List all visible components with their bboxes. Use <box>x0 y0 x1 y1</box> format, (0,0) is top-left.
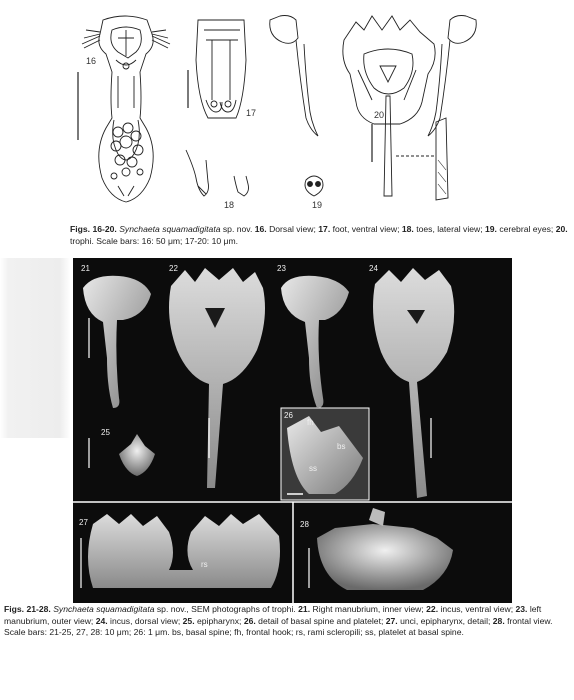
caption-item-num: 28. <box>492 615 505 626</box>
caption-item-num: 16. <box>254 224 267 234</box>
fig24-photo <box>373 268 454 498</box>
fig16-label: 16 <box>86 56 97 66</box>
caption-intro: sp. nov., SEM photographs of trophi. <box>154 604 299 614</box>
caption-item-num: 17. <box>318 224 331 234</box>
caption-item-num: 19. <box>485 224 497 234</box>
caption-scale: Scale bars: 21-25, 27, 28: 10 μm; 26: 1 μm. bs, basal spine; fh, frontal hook; rs, rami scleropili; ss, platelet at basal spine. <box>4 627 464 637</box>
fig20-label: 20 <box>374 110 385 120</box>
caption-item-num: 27. <box>385 615 398 626</box>
fig18-drawing <box>186 150 249 196</box>
fig26-label: 26 <box>284 411 293 420</box>
caption-item-text: foot, ventral view; <box>330 224 402 234</box>
caption-item-text: trophi. <box>70 235 97 246</box>
caption-item-text: Right manubrium, inner view; <box>310 604 427 614</box>
sem-photo-plate <box>73 258 512 603</box>
fig23-photo <box>281 276 349 408</box>
annotation-rs: rs <box>201 560 208 569</box>
annotation-fh: fh <box>307 418 314 427</box>
fig19-drawing <box>305 176 323 196</box>
caption-item-num: 21. <box>298 604 311 614</box>
fig27-label: 27 <box>79 518 88 527</box>
fig28-photo <box>317 508 453 590</box>
caption-figs-21-28 <box>4 604 570 639</box>
caption-item-num: 25. <box>182 615 195 626</box>
caption-item-text: incus, dorsal view; <box>107 615 183 626</box>
fig25-photo <box>119 434 155 476</box>
bleed-through-shading <box>0 258 70 438</box>
caption-item-text: unci, epipharynx, detail; <box>397 615 493 626</box>
fig17-label: 17 <box>246 108 257 118</box>
annotation-bs: bs <box>337 442 346 451</box>
fig21-label: 21 <box>81 264 90 273</box>
annotation-ss: ss <box>309 464 317 473</box>
fig24-label: 24 <box>369 264 378 273</box>
fig22-label: 22 <box>169 264 178 273</box>
fig21-photo <box>83 276 151 408</box>
caption-scale: Scale bars: 16: 50 μm; 17-20: 10 μm. <box>96 235 239 246</box>
caption-fig-range: Figs. 21-28. <box>4 604 51 614</box>
caption-item-num: 26. <box>243 615 256 626</box>
fig17-drawing <box>196 20 246 118</box>
caption-item-text: epipharynx; <box>194 615 244 626</box>
fig16-drawing <box>82 16 170 202</box>
fig19-label: 19 <box>312 200 323 210</box>
caption-item-num: 18. <box>401 224 414 234</box>
line-drawings-figure <box>0 0 574 212</box>
fig23-label: 23 <box>277 264 286 273</box>
caption-item-num: 22. <box>426 604 439 614</box>
fig22-photo <box>169 268 265 488</box>
caption-item-text: cerebral eyes; <box>496 224 556 234</box>
caption-item-text: left manubrium, outer view; <box>4 604 542 626</box>
fig28-label: 28 <box>300 520 309 529</box>
caption-intro: sp. nov. <box>220 224 255 234</box>
fig20-drawing <box>270 16 477 201</box>
caption-item-text: toes, lateral view; <box>413 224 485 234</box>
caption-item-num: 24. <box>95 615 108 626</box>
caption-figs-16-20 <box>70 224 570 247</box>
caption-item-text: incus, ventral view; <box>438 604 516 614</box>
caption-item-text: Dorsal view; <box>266 224 319 234</box>
caption-species: Synchaeta squamadigitata <box>119 224 221 234</box>
caption-item-text: detail of basal spine and platelet; <box>255 615 386 626</box>
caption-item-num: 23. <box>515 604 528 614</box>
caption-item-num: 20. <box>555 224 568 234</box>
fig18-label: 18 <box>224 200 235 210</box>
caption-item-text: frontal view. <box>504 615 553 626</box>
fig27-photo <box>88 514 280 588</box>
caption-species: Synchaeta squamadigitata <box>53 604 155 614</box>
caption-fig-range: Figs. 16-20. <box>70 224 117 234</box>
fig25-label: 25 <box>101 428 110 437</box>
